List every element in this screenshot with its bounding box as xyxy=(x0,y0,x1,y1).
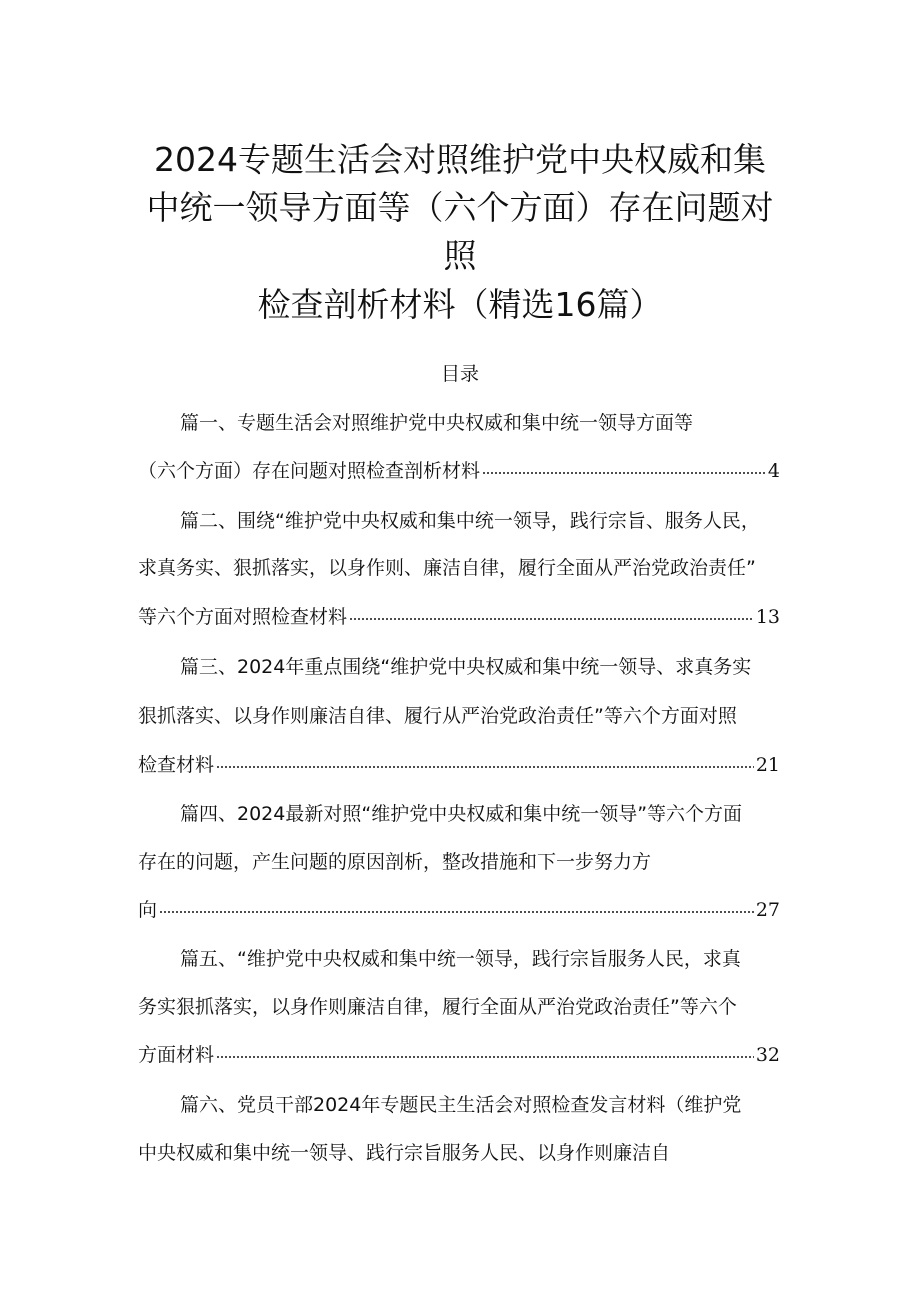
toc-entry-2-line-1: 篇二、围绕“维护党中央权威和集中统一领导，践行宗旨、服务人民， xyxy=(180,510,760,532)
toc-entry-1-last-line: （六个方面）存在问题对照检查剖析材料 xyxy=(138,460,481,482)
toc-entry-3-line-2: 狠抓落实、以身作则廉洁自律、履行从严治党政治责任”等六个方面对照 xyxy=(138,705,737,727)
toc-entry-1-page-number: 4 xyxy=(767,460,780,482)
toc-entry-3-page-number: 21 xyxy=(755,754,780,776)
toc-entry-3-dot-leader xyxy=(216,764,754,770)
toc-entry-2-page-number: 13 xyxy=(755,606,780,628)
toc-entry-4-page-number: 27 xyxy=(755,899,780,921)
title-line-3: 照 xyxy=(443,236,477,275)
toc-entry-2-dot-leader xyxy=(349,616,754,622)
toc-entry-5-dot-leader xyxy=(216,1054,754,1060)
toc-entry-3-leader[interactable] xyxy=(138,752,780,778)
toc-entry-2-leader[interactable] xyxy=(138,604,780,630)
title-line-2: 中统一领导方面等（六个方面）存在问题对 xyxy=(146,188,774,227)
toc-entry-4-dot-leader xyxy=(159,909,754,915)
title-line-1: 2024专题生活会对照维护党中央权威和集 xyxy=(154,140,766,179)
toc-entry-3-line-1: 篇三、2024年重点围绕“维护党中央权威和集中统一领导、求真务实 xyxy=(180,656,752,678)
toc-entry-6-line-1: 篇六、党员干部2024年专题民主生活会对照检查发言材料（维护党 xyxy=(180,1094,742,1116)
toc-entry-4-leader[interactable] xyxy=(138,897,780,923)
title-line-4: 检查剖析材料（精选16篇） xyxy=(257,285,663,324)
toc-entry-1-line-1: 篇一、专题生活会对照维护党中央权威和集中统一领导方面等 xyxy=(180,412,694,434)
toc-entry-1-leader[interactable] xyxy=(138,458,780,484)
toc-entry-5-leader[interactable] xyxy=(138,1042,780,1068)
toc-entry-2-line-2: 求真务实、狠抓落实，以身作则、廉洁自律，履行全面从严治党政治责任” xyxy=(138,557,756,579)
toc-entry-1-dot-leader xyxy=(482,470,766,476)
toc-entry-5-line-2: 务实狠抓落实，以身作则廉洁自律，履行全面从严治党政治责任”等六个 xyxy=(138,996,737,1018)
toc-heading: 目录 xyxy=(440,363,479,385)
toc-entry-5-page-number: 32 xyxy=(755,1044,780,1066)
toc-entry-3-last-line: 检查材料 xyxy=(138,754,215,776)
toc-entry-6-line-2: 中央权威和集中统一领导、践行宗旨服务人民、以身作则廉洁自 xyxy=(138,1142,671,1164)
toc-entry-2-last-line: 等六个方面对照检查材料 xyxy=(138,606,348,628)
toc-entry-5-line-1: 篇五、“维护党中央权威和集中统一领导，践行宗旨服务人民，求真 xyxy=(180,948,741,970)
toc-entry-4-line-2: 存在的问题，产生问题的原因剖析，整改措施和下一步努力方 xyxy=(138,851,652,873)
toc-entry-5-last-line: 方面材料 xyxy=(138,1044,215,1066)
toc-entry-4-line-1: 篇四、2024最新对照“维护党中央权威和集中统一领导”等六个方面 xyxy=(180,803,743,825)
toc-entry-4-last-line: 向 xyxy=(138,899,158,921)
